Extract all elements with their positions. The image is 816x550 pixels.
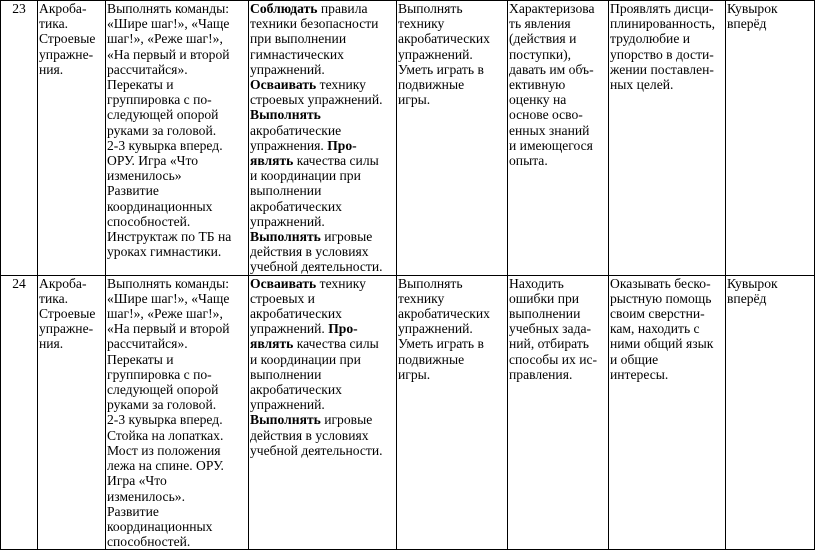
text-line [250, 168, 395, 183]
text-line: Уметь играть в [398, 336, 484, 352]
text-line: изменилось» [107, 168, 182, 184]
text-line: упражне- [39, 321, 94, 337]
table-body [1, 1, 815, 550]
text-line: Уметь играть в [398, 61, 484, 77]
text-line [250, 336, 395, 351]
text-line: шаг!», «Реже шаг!», [107, 31, 223, 47]
text-line [250, 443, 395, 458]
text-line: Акроба- [39, 1, 87, 16]
text-line: ективную [509, 77, 566, 93]
subject-results-cell [397, 275, 508, 550]
text-line: Развитие [107, 183, 159, 199]
text-segment: упражнений. [250, 61, 325, 77]
text-segment: акробатических [250, 382, 342, 398]
text-line: давать им объ- [509, 61, 594, 77]
text-line: основе осво- [509, 107, 583, 123]
text-line: Перекаты и [107, 351, 174, 367]
text-line: учебных зада- [509, 321, 592, 337]
text-segment: упражнения. [250, 137, 328, 153]
table-row [1, 1, 815, 276]
text-line [250, 183, 395, 198]
student-activity-cell [249, 1, 397, 276]
text-line: жении поставлен- [610, 61, 714, 77]
text-line: упражнений. [398, 321, 473, 337]
text-line: «Шире шаг!», «Чаще [107, 290, 230, 306]
text-line [250, 31, 395, 46]
text-line: ть явления [509, 16, 571, 32]
bold-keyword: Про- [327, 137, 357, 153]
text-segment: технику [316, 77, 366, 93]
text-line [250, 306, 395, 321]
control-element-cell [726, 275, 815, 550]
text-line [250, 47, 395, 62]
text-line: следующей опорой [107, 382, 219, 398]
text-line: Выполнять [398, 275, 463, 291]
text-line [250, 229, 395, 244]
text-line: группировка с по- [107, 366, 212, 382]
text-segment: техники безопасности [250, 16, 379, 32]
text-line: тика. [39, 16, 69, 32]
text-line: Инструктаж по ТБ на [107, 229, 232, 245]
text-line: Акроба- [39, 275, 87, 291]
text-line: поступки), [509, 46, 572, 62]
text-line: шаг!», «Реже шаг!», [107, 306, 223, 322]
subject-results-cell [397, 1, 508, 276]
text-segment: упражнений. [250, 397, 325, 413]
section-cell [38, 275, 106, 550]
text-line: Развитие [107, 503, 159, 519]
text-line: ОРУ. Игра «Что [107, 153, 199, 169]
text-line: ния. [39, 336, 64, 352]
text-line: акробатических [398, 31, 490, 47]
text-line: упражнений. [398, 46, 473, 62]
text-line [250, 107, 395, 122]
text-line: игры. [398, 92, 431, 108]
text-line [250, 428, 395, 443]
text-line: выполнении [509, 306, 581, 322]
text-line: Мост из положения [107, 442, 221, 458]
text-line [250, 291, 395, 306]
bold-keyword: являть [250, 336, 294, 352]
text-line: способы их ис- [509, 351, 598, 367]
text-line [250, 214, 395, 229]
text-line: Строевые [39, 31, 96, 47]
text-segment: выполнении [250, 366, 322, 382]
text-segment: гимнастических [250, 46, 344, 62]
bold-keyword: Осваивать [250, 77, 317, 93]
text-line: «На первый и второй [107, 321, 230, 337]
text-segment: качества силы [293, 336, 379, 352]
lesson-number-cell: 23 [1, 1, 38, 276]
text-line: технику [398, 290, 445, 306]
text-line: игры. [398, 366, 431, 382]
text-line: и общие [610, 351, 659, 367]
text-line: технику [398, 16, 445, 32]
text-segment: игровые [320, 229, 373, 245]
text-line: подвижные [398, 77, 465, 93]
text-line [250, 244, 395, 259]
text-line: своим сверстни- [610, 306, 705, 322]
text-line: координационных [107, 518, 213, 534]
bold-keyword: Про- [328, 321, 358, 337]
text-line: (действия и [509, 31, 577, 47]
text-line: правления. [509, 366, 573, 382]
text-segment: выполнении [250, 183, 322, 199]
text-line: интересы. [610, 366, 669, 382]
text-line [250, 367, 395, 382]
text-line: и имеющегося [509, 137, 593, 153]
text-line: ний, отбирать [509, 336, 589, 352]
text-segment: технику [316, 275, 366, 291]
text-segment: строевых упражнений. [250, 92, 383, 108]
lesson-content-cell [106, 275, 249, 550]
text-line: группировка с по- [107, 92, 212, 108]
text-line: енных знаний [509, 122, 590, 138]
text-line: Проявлять дисци- [610, 1, 714, 16]
text-segment: игровые [320, 412, 373, 428]
text-line [250, 77, 395, 92]
text-line [250, 62, 395, 77]
text-line: подвижные [398, 351, 465, 367]
bold-keyword: Выполнять [250, 412, 321, 428]
text-segment: и координации при [250, 168, 361, 184]
text-line: Кувырок [727, 1, 778, 16]
text-line: ними общий язык [610, 336, 714, 352]
text-line: способностей. [107, 534, 191, 550]
text-line: Выполнять команды: [107, 1, 230, 16]
text-segment: качества силы [293, 153, 379, 169]
text-line [250, 153, 395, 168]
text-line: Кувырок [727, 275, 778, 291]
text-line [250, 321, 395, 336]
text-line: акробатических [398, 306, 490, 322]
text-line [250, 412, 395, 427]
text-line [250, 123, 395, 138]
text-line: ния. [39, 61, 64, 77]
text-line [250, 382, 395, 397]
lesson-content-cell [106, 1, 249, 276]
text-line [250, 199, 395, 214]
text-line: следующей опорой [107, 107, 219, 123]
bold-keyword: являть [250, 153, 294, 169]
text-segment: действия в условиях [250, 427, 369, 443]
text-line: плинированность, [610, 16, 716, 32]
text-line: ошибки при [509, 290, 580, 306]
bold-keyword: Выполнять [250, 229, 321, 245]
text-line: уроках гимнастики. [107, 244, 222, 260]
text-line: рассчитайся». [107, 61, 188, 77]
text-line: Находить [509, 275, 564, 291]
personal-results-cell [609, 1, 726, 276]
text-line [250, 16, 395, 31]
text-line: Перекаты и [107, 77, 174, 93]
text-line [250, 92, 395, 107]
text-line: кам, находить с [610, 321, 700, 337]
text-line: 2-3 кувырка вперед. [107, 412, 223, 428]
control-element-cell [726, 1, 815, 276]
text-line: вперёд [727, 290, 767, 306]
text-line: Строевые [39, 306, 96, 322]
student-activity-cell [249, 275, 397, 550]
text-segment: упражнений. [250, 213, 325, 229]
meta-results-cell [508, 1, 609, 276]
text-line: рассчитайся». [107, 336, 188, 352]
text-line: оценку на [509, 92, 567, 108]
section-cell [38, 1, 106, 276]
text-line: изменилось». [107, 488, 185, 504]
table-row [1, 275, 815, 550]
text-line: руками за головой. [107, 397, 217, 413]
text-segment: действия в условиях [250, 244, 369, 260]
text-segment: акробатических [250, 306, 342, 322]
text-line: трудолюбие и [610, 31, 691, 47]
text-line: ных целей. [610, 77, 674, 93]
text-line [250, 259, 395, 274]
text-line: координационных [107, 198, 213, 214]
text-segment: и координации при [250, 351, 361, 367]
text-line: Оказывать беско- [610, 275, 711, 291]
bold-keyword: Соблюдать [250, 1, 318, 16]
meta-results-cell [508, 275, 609, 550]
text-segment: акробатических [250, 198, 342, 214]
text-line [250, 397, 395, 412]
text-line: лежа на спине. ОРУ. [107, 458, 224, 474]
personal-results-cell [609, 275, 726, 550]
text-line [250, 352, 395, 367]
text-line: опыта. [509, 153, 548, 169]
text-line: способностей. [107, 213, 191, 229]
text-segment: упражнений. [250, 321, 329, 337]
lesson-number-cell: 24 [1, 275, 38, 550]
bold-keyword: Осваивать [250, 275, 317, 291]
bold-keyword: Выполнять [250, 107, 321, 123]
text-segment: учебной деятельности. [250, 259, 383, 275]
text-line: тика. [39, 290, 69, 306]
text-line: вперёд [727, 16, 767, 32]
text-segment: строевых и [250, 290, 315, 306]
text-line [250, 1, 395, 16]
text-line: Игра «Что [107, 473, 167, 489]
text-line: руками за головой. [107, 122, 217, 138]
text-line: Выполнять [398, 1, 463, 16]
text-line: Характеризова [509, 1, 595, 16]
text-line: упражне- [39, 46, 94, 62]
text-segment: акробатические [250, 122, 342, 138]
text-line: упорство в дости- [610, 46, 714, 62]
text-line: «Шире шаг!», «Чаще [107, 16, 230, 32]
text-segment: правила [317, 1, 368, 16]
text-line: рыстную помощь [610, 290, 712, 306]
text-segment: учебной деятельности. [250, 442, 383, 458]
text-line: Стойка на лопатках. [107, 427, 224, 443]
text-segment: при выполнении [250, 31, 347, 47]
text-line [250, 138, 395, 153]
text-line: Выполнять команды: [107, 275, 230, 291]
text-line: 2-3 кувырка вперед. [107, 137, 223, 153]
text-line: «На первый и второй [107, 46, 230, 62]
text-line [250, 276, 395, 291]
